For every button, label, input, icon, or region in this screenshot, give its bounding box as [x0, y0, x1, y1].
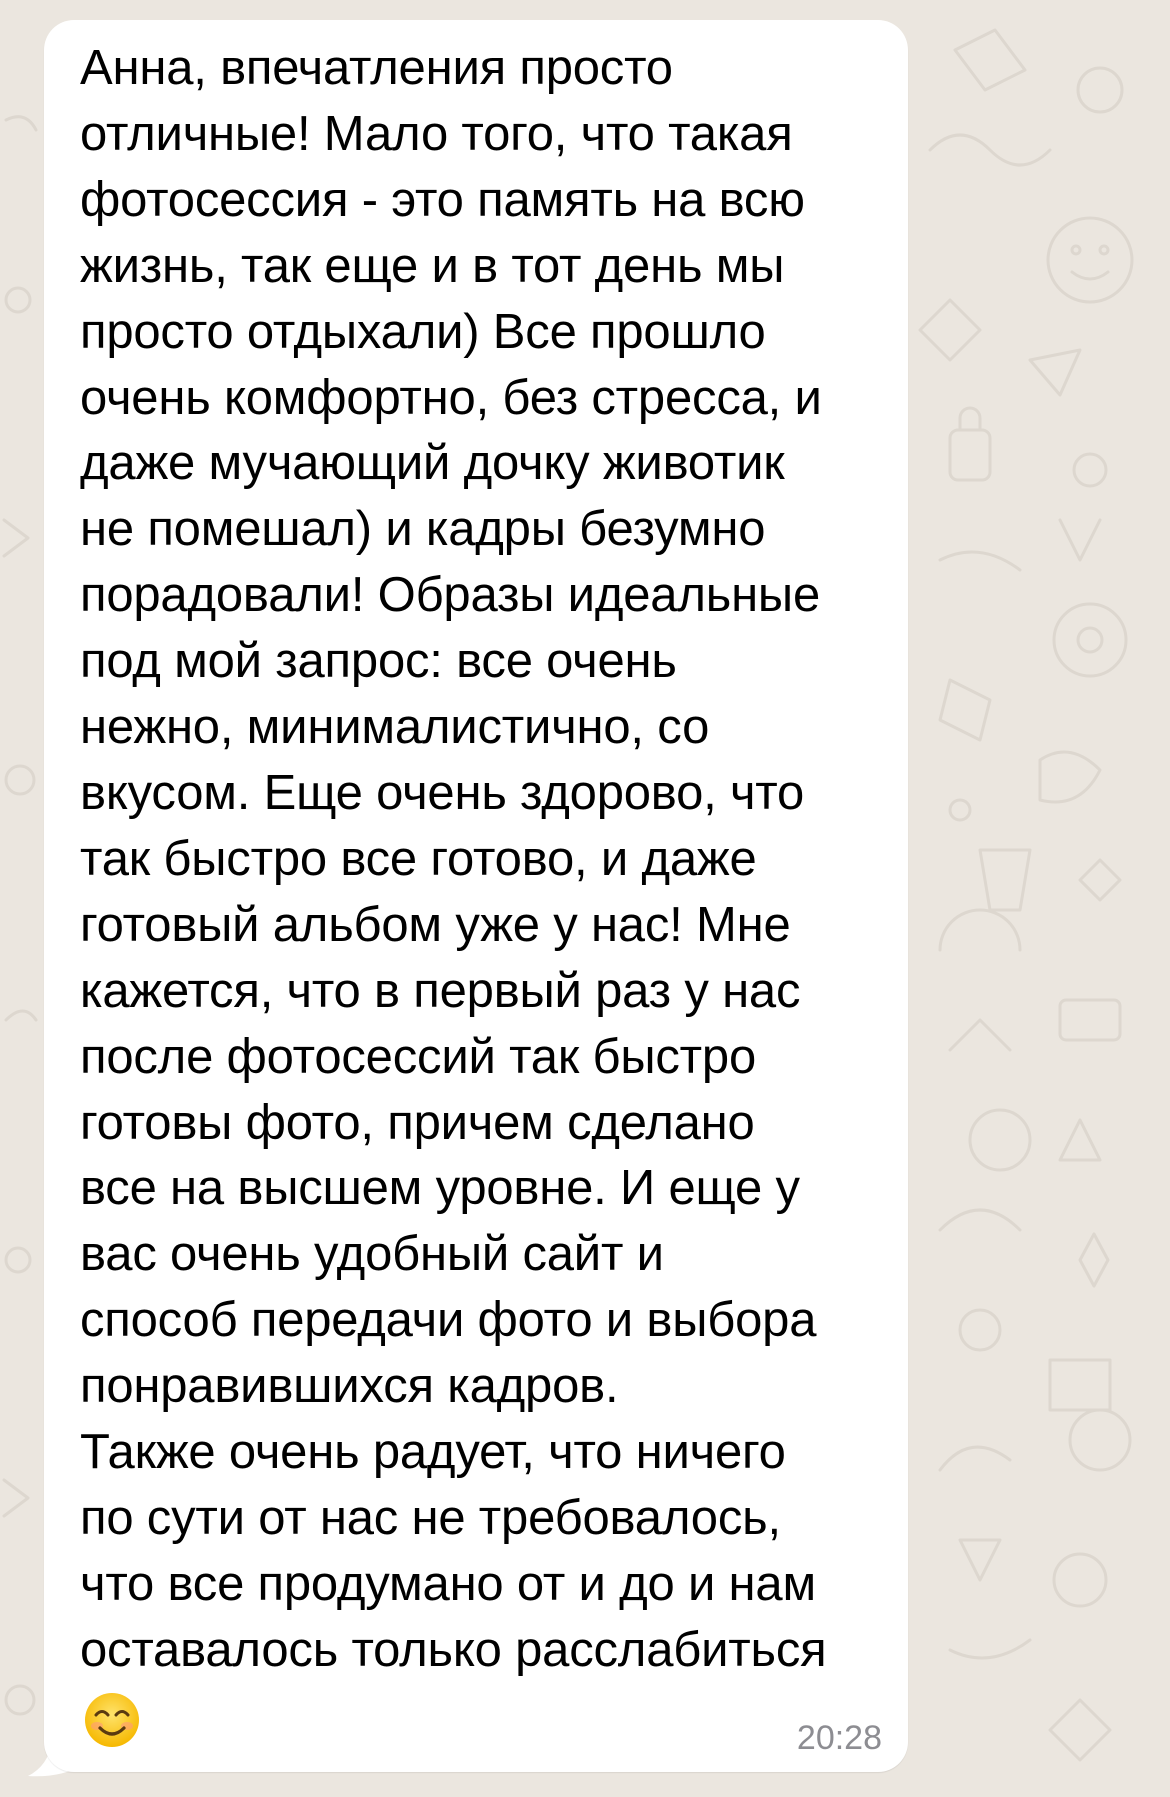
message-text: Анна, впечатления просто отличные! Мало того, что такая фотосессия - это память на всю жизнь, так еще и в тот день мы просто отдыхали) Все прошло очень комфортно, без стресса, и даже мучающий дочку животик не помешал) и кадры безумно порадовали! Образы идеальные под мой запрос: все очень нежно, минималистично, со вкусом. Еще очень здорово, что так быстро все готово, и даже готовый альбом уже у нас! Мне кажется, что в первый раз у нас после фотосессий так быстро готовы фото, причем сделано все на высшем уровне. И еще у вас очень удобный сайт и способ передачи фото и выбора понравившихся кадров. Также очень радует, что ничего по сути от нас не требовалось, что все продумано от и до и нам оставалось только расслабиться — [80, 41, 827, 1677]
smiling-face-icon — [82, 1690, 142, 1750]
message-timestamp: 20:28 — [796, 1719, 882, 1757]
